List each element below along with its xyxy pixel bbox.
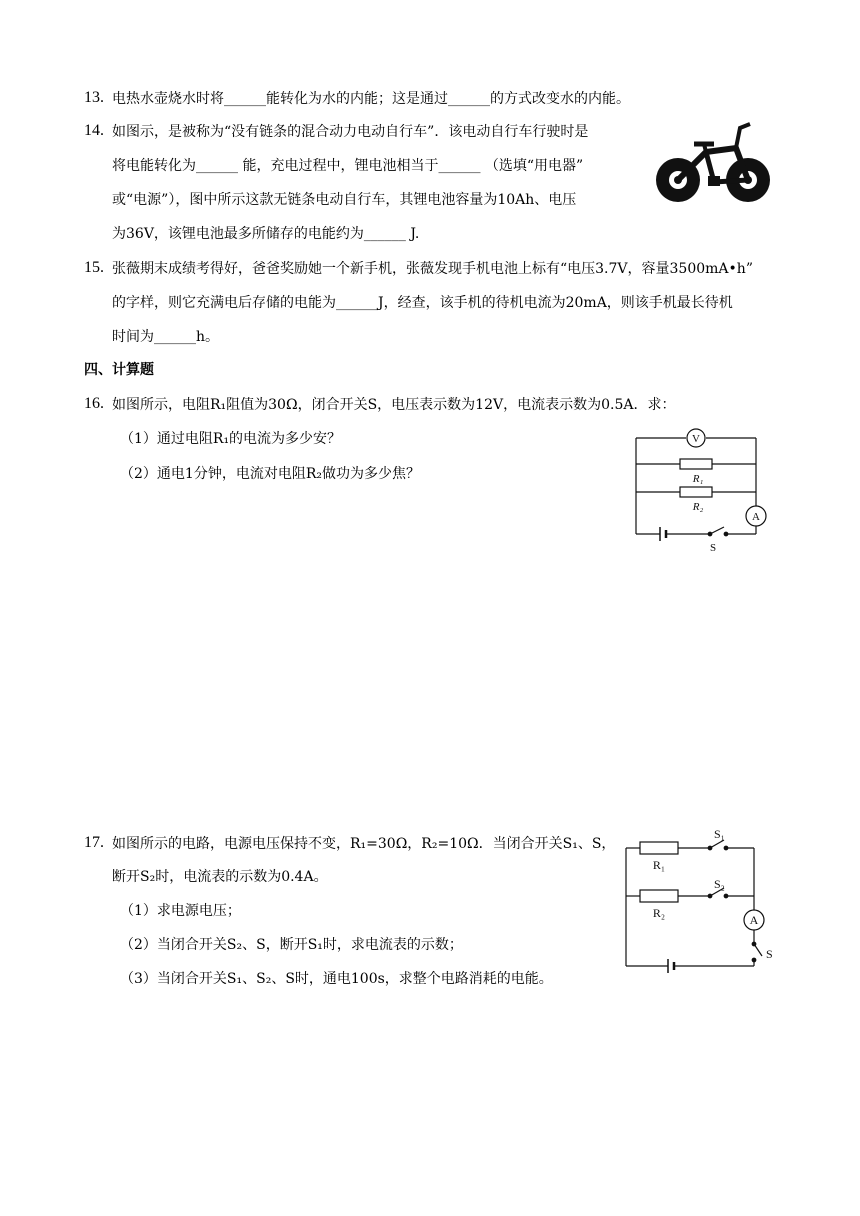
- q16-subquestion-2: （2）通电1分钟，电流对电阻R₂做功为多少焦？: [120, 466, 420, 482]
- q16-subquestion-1: （1）通过电阻R₁的电流为多少安？: [120, 431, 342, 447]
- switch-label: S: [766, 947, 773, 961]
- switch-label: S: [709, 542, 717, 554]
- q13-text: 电热水壶烧水时将______能转化为水的内能；这是通过______的方式改变水的内能。: [112, 91, 630, 107]
- q15-text-line2: 的字样，则它充满电后存储的电能为______J，经查，该手机的待机电流为20mA，则该手机最长待机: [112, 295, 733, 311]
- q15-number: 15.: [84, 259, 104, 276]
- q15-text-line1: 张薇期末成绩考得好，爸爸奖励她一个新手机，张薇发现手机电池上标有“电压3.7V，容量3500mA•h”: [112, 261, 753, 277]
- voltmeter-label: V: [692, 433, 700, 445]
- bicycle-image: [648, 118, 776, 210]
- q15-text-line3: 时间为______h。: [112, 329, 220, 345]
- r2-label: R₂: [692, 501, 704, 513]
- q14-text-line1: 如图示，是被称为“没有链条的混合动力电动自行车”．该电动自行车行驶时是: [112, 124, 589, 140]
- q14-text-line4: 为36V，该锂电池最多所储存的电能约为______ J.: [112, 226, 420, 242]
- q16-circuit-diagram: [628, 424, 772, 556]
- ammeter-label: A: [749, 913, 759, 927]
- q17-circuit-diagram: [620, 822, 782, 974]
- q17-number: 17.: [84, 834, 104, 851]
- q17-text-line2: 断开S₂时，电流表的示数为0.4A。: [112, 869, 328, 885]
- q17-subquestion-3: （3）当闭合开关S₁、S₂、S时，通电100s，求整个电路消耗的电能。: [120, 971, 553, 987]
- q13-number: 13.: [84, 89, 104, 106]
- q14-number: 14.: [84, 122, 104, 139]
- q17-subquestion-1: （1）求电源电压；: [120, 903, 241, 919]
- q16-number: 16.: [84, 395, 104, 412]
- q17-subquestion-2: （2）当闭合开关S₂、S，断开S₁时，求电流表的示数；: [120, 937, 463, 953]
- section-heading: 四、计算题: [84, 362, 154, 378]
- r1-label: R₁: [692, 473, 704, 485]
- s1-label: S₁: [714, 827, 725, 841]
- r2-label: R₂: [652, 906, 666, 920]
- q16-text: 如图所示，电阻R₁阻值为30Ω，闭合开关S，电压表示数为12V，电流表示数为0.5A．求：: [112, 397, 676, 413]
- r1-label: R₁: [652, 858, 666, 872]
- q17-text-line1: 如图所示的电路，电源电压保持不变，R₁=30Ω，R₂=10Ω．当闭合开关S₁、S，: [112, 836, 616, 852]
- q14-text-line2: 将电能转化为______ 能，充电过程中，锂电池相当于______ （选填“用电器”: [112, 158, 584, 174]
- ammeter-label: A: [752, 511, 760, 523]
- s2-label: S₂: [714, 877, 725, 891]
- q14-text-line3: 或“电源”），图中所示这款无链条电动自行车，其锂电池容量为10Ah、电压: [112, 192, 577, 208]
